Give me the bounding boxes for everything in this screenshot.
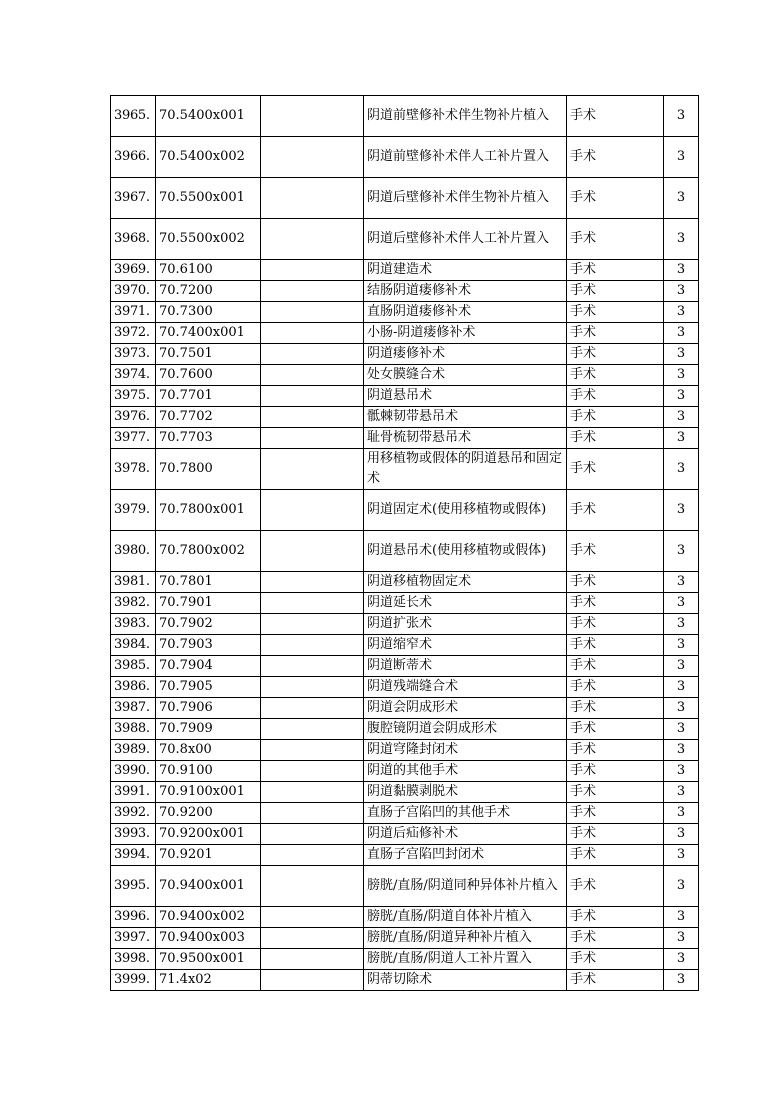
extra-code-cell [261,96,364,137]
procedure-level: 3 [664,428,699,449]
extra-code-cell [261,782,364,803]
table-row [111,719,699,740]
table-row [111,178,699,219]
procedure-name: 阴道悬吊术(使用移植物或假体) [364,531,567,572]
procedure-code: 70.7800x002 [156,531,261,572]
row-number: 3974. [111,365,156,386]
procedure-level: 3 [664,323,699,344]
table-row [111,260,699,281]
procedure-name: 小肠-阴道瘘修补术 [364,323,567,344]
extra-code-cell [261,428,364,449]
table-row [111,490,699,531]
procedure-code: 70.7901 [156,593,261,614]
row-number: 3965. [111,96,156,137]
row-number: 3968. [111,219,156,260]
procedure-type: 手术 [567,719,664,740]
row-number: 3972. [111,323,156,344]
procedure-code: 70.7501 [156,344,261,365]
procedure-name: 直肠阴道瘘修补术 [364,302,567,323]
row-number: 3990. [111,761,156,782]
procedure-code: 70.5500x002 [156,219,261,260]
procedure-level: 3 [664,740,699,761]
procedure-code: 70.9400x002 [156,907,261,928]
row-number: 3991. [111,782,156,803]
procedure-name: 阴道固定术(使用移植物或假体) [364,490,567,531]
procedure-code: 70.6100 [156,260,261,281]
row-number: 3978. [111,449,156,490]
procedure-type: 手术 [567,614,664,635]
procedure-name: 阴道会阴成形术 [364,698,567,719]
table-row [111,531,699,572]
procedure-name: 膀胱/直肠/阴道自体补片植入 [364,907,567,928]
procedure-type: 手术 [567,907,664,928]
procedure-type: 手术 [567,531,664,572]
procedure-level: 3 [664,593,699,614]
row-number: 3986. [111,677,156,698]
row-number: 3992. [111,803,156,824]
procedure-name: 直肠子宫陷凹封闭术 [364,845,567,866]
table-row [111,970,699,991]
row-number: 3971. [111,302,156,323]
procedure-type: 手术 [567,281,664,302]
procedure-type: 手术 [567,449,664,490]
extra-code-cell [261,803,364,824]
extra-code-cell [261,824,364,845]
procedure-level: 3 [664,531,699,572]
row-number: 3973. [111,344,156,365]
table-row [111,407,699,428]
table-row [111,137,699,178]
procedure-type: 手术 [567,302,664,323]
table-row [111,656,699,677]
procedure-name: 耻骨梳韧带悬吊术 [364,428,567,449]
procedure-type: 手术 [567,260,664,281]
procedure-type: 手术 [567,845,664,866]
procedure-type: 手术 [567,740,664,761]
procedure-type: 手术 [567,386,664,407]
procedure-name: 阴道前壁修补术伴生物补片植入 [364,96,567,137]
row-number: 3981. [111,572,156,593]
extra-code-cell [261,698,364,719]
procedure-type: 手术 [567,365,664,386]
procedure-name: 阴道后疝修补术 [364,824,567,845]
procedure-name: 阴道扩张术 [364,614,567,635]
procedure-name: 阴道建造术 [364,260,567,281]
procedure-type: 手术 [567,949,664,970]
extra-code-cell [261,281,364,302]
extra-code-cell [261,178,364,219]
procedure-level: 3 [664,866,699,907]
procedure-level: 3 [664,698,699,719]
procedure-name: 阴道移植物固定术 [364,572,567,593]
procedure-name: 阴道残端缝合术 [364,677,567,698]
table-row [111,96,699,137]
procedure-code: 70.8x00 [156,740,261,761]
extra-code-cell [261,572,364,593]
table-row [111,761,699,782]
procedure-code: 70.7701 [156,386,261,407]
procedure-level: 3 [664,719,699,740]
procedure-code: 70.5400x001 [156,96,261,137]
procedure-type: 手术 [567,137,664,178]
table-row [111,845,699,866]
procedure-code: 70.9100x001 [156,782,261,803]
procedure-type: 手术 [567,677,664,698]
procedure-name: 阴道前壁修补术伴人工补片置入 [364,137,567,178]
procedure-name: 膀胱/直肠/阴道异种补片植入 [364,928,567,949]
row-number: 3969. [111,260,156,281]
row-number: 3967. [111,178,156,219]
row-number: 3984. [111,635,156,656]
procedure-code: 70.9200 [156,803,261,824]
procedure-name: 阴道穹隆封闭术 [364,740,567,761]
extra-code-cell [261,323,364,344]
extra-code-cell [261,928,364,949]
table-row [111,614,699,635]
table-row [111,928,699,949]
table-row [111,824,699,845]
procedure-level: 3 [664,260,699,281]
extra-code-cell [261,845,364,866]
procedure-code: 70.7902 [156,614,261,635]
extra-code-cell [261,866,364,907]
procedure-level: 3 [664,386,699,407]
procedure-code: 70.9500x001 [156,949,261,970]
procedure-code: 70.9400x001 [156,866,261,907]
table-row [111,428,699,449]
extra-code-cell [261,761,364,782]
row-number: 3987. [111,698,156,719]
table-row [111,698,699,719]
procedure-type: 手术 [567,344,664,365]
row-number: 3970. [111,281,156,302]
procedure-level: 3 [664,970,699,991]
procedure-level: 3 [664,219,699,260]
table-row [111,386,699,407]
row-number: 3976. [111,407,156,428]
procedure-type: 手术 [567,219,664,260]
procedure-level: 3 [664,782,699,803]
procedure-code: 70.7905 [156,677,261,698]
table-row [111,281,699,302]
procedure-code: 70.7400x001 [156,323,261,344]
procedure-name: 阴蒂切除术 [364,970,567,991]
extra-code-cell [261,677,364,698]
table-row [111,677,699,698]
procedure-level: 3 [664,907,699,928]
procedure-level: 3 [664,137,699,178]
procedure-type: 手术 [567,178,664,219]
procedure-level: 3 [664,845,699,866]
table-row [111,949,699,970]
extra-code-cell [261,219,364,260]
row-number: 3994. [111,845,156,866]
procedure-level: 3 [664,761,699,782]
table-row [111,344,699,365]
procedure-code: 70.7702 [156,407,261,428]
table-row [111,302,699,323]
procedure-level: 3 [664,96,699,137]
procedure-name: 用移植物或假体的阴道悬吊和固定术 [364,449,567,490]
row-number: 3996. [111,907,156,928]
procedure-code: 70.9100 [156,761,261,782]
extra-code-cell [261,593,364,614]
table-row [111,866,699,907]
procedure-type: 手术 [567,323,664,344]
procedure-type: 手术 [567,572,664,593]
extra-code-cell [261,949,364,970]
procedure-type: 手术 [567,866,664,907]
row-number: 3985. [111,656,156,677]
row-number: 3975. [111,386,156,407]
extra-code-cell [261,635,364,656]
procedure-code: 70.7703 [156,428,261,449]
procedure-type: 手术 [567,656,664,677]
procedure-code: 70.7909 [156,719,261,740]
procedure-name: 处女膜缝合术 [364,365,567,386]
procedure-level: 3 [664,803,699,824]
table-row [111,219,699,260]
extra-code-cell [261,407,364,428]
table-row [111,740,699,761]
table-row [111,365,699,386]
extra-code-cell [261,531,364,572]
procedure-name: 膀胱/直肠/阴道人工补片置入 [364,949,567,970]
procedure-level: 3 [664,656,699,677]
procedure-type: 手术 [567,824,664,845]
procedure-level: 3 [664,949,699,970]
procedure-code: 70.7906 [156,698,261,719]
procedure-name: 阴道的其他手术 [364,761,567,782]
procedure-level: 3 [664,449,699,490]
procedure-name: 阴道黏膜剥脱术 [364,782,567,803]
row-number: 3993. [111,824,156,845]
extra-code-cell [261,614,364,635]
procedure-name: 阴道悬吊术 [364,386,567,407]
extra-code-cell [261,365,364,386]
procedure-level: 3 [664,302,699,323]
extra-code-cell [261,386,364,407]
extra-code-cell [261,656,364,677]
procedure-level: 3 [664,365,699,386]
procedure-code: 70.9200x001 [156,824,261,845]
row-number: 3997. [111,928,156,949]
procedure-code: 71.4x02 [156,970,261,991]
procedure-level: 3 [664,677,699,698]
table-row [111,782,699,803]
procedure-code: 70.7903 [156,635,261,656]
procedure-name: 骶棘韧带悬吊术 [364,407,567,428]
procedure-code: 70.7800 [156,449,261,490]
table-row [111,635,699,656]
procedure-type: 手术 [567,593,664,614]
table-row [111,593,699,614]
procedure-level: 3 [664,407,699,428]
extra-code-cell [261,740,364,761]
procedure-code-table [110,95,699,991]
procedure-code: 70.7300 [156,302,261,323]
procedure-name: 直肠子宫陷凹的其他手术 [364,803,567,824]
extra-code-cell [261,449,364,490]
row-number: 3977. [111,428,156,449]
table-row [111,449,699,490]
procedure-level: 3 [664,178,699,219]
procedure-level: 3 [664,928,699,949]
row-number: 3989. [111,740,156,761]
extra-code-cell [261,490,364,531]
procedure-name: 结肠阴道瘘修补术 [364,281,567,302]
procedure-type: 手术 [567,970,664,991]
procedure-level: 3 [664,824,699,845]
procedure-code: 70.7200 [156,281,261,302]
procedure-level: 3 [664,614,699,635]
procedure-name: 阴道延长术 [364,593,567,614]
procedure-type: 手术 [567,407,664,428]
row-number: 3966. [111,137,156,178]
procedure-type: 手术 [567,928,664,949]
procedure-code: 70.5400x002 [156,137,261,178]
procedure-code: 70.7801 [156,572,261,593]
table-row [111,907,699,928]
procedure-type: 手术 [567,803,664,824]
procedure-name: 阴道瘘修补术 [364,344,567,365]
procedure-type: 手术 [567,96,664,137]
procedure-type: 手术 [567,761,664,782]
procedure-level: 3 [664,572,699,593]
procedure-code: 70.9400x003 [156,928,261,949]
row-number: 3995. [111,866,156,907]
procedure-type: 手术 [567,782,664,803]
procedure-type: 手术 [567,428,664,449]
table-row [111,323,699,344]
extra-code-cell [261,719,364,740]
extra-code-cell [261,970,364,991]
procedure-level: 3 [664,490,699,531]
procedure-name: 阴道缩窄术 [364,635,567,656]
table-row [111,803,699,824]
procedure-code: 70.9201 [156,845,261,866]
procedure-type: 手术 [567,490,664,531]
procedure-level: 3 [664,281,699,302]
procedure-name: 阴道后壁修补术伴人工补片置入 [364,219,567,260]
row-number: 3998. [111,949,156,970]
extra-code-cell [261,137,364,178]
procedure-code: 70.7600 [156,365,261,386]
row-number: 3983. [111,614,156,635]
procedure-type: 手术 [567,698,664,719]
extra-code-cell [261,302,364,323]
extra-code-cell [261,344,364,365]
procedure-name: 阴道后壁修补术伴生物补片植入 [364,178,567,219]
row-number: 3982. [111,593,156,614]
row-number: 3999. [111,970,156,991]
procedure-level: 3 [664,635,699,656]
procedure-level: 3 [664,344,699,365]
procedure-code: 70.7904 [156,656,261,677]
procedure-name: 腹腔镜阴道会阴成形术 [364,719,567,740]
procedure-name: 膀胱/直肠/阴道同种异体补片植入 [364,866,567,907]
procedure-code: 70.7800x001 [156,490,261,531]
extra-code-cell [261,260,364,281]
procedure-type: 手术 [567,635,664,656]
row-number: 3980. [111,531,156,572]
row-number: 3979. [111,490,156,531]
procedure-code: 70.5500x001 [156,178,261,219]
table-row [111,572,699,593]
row-number: 3988. [111,719,156,740]
procedure-name: 阴道断蒂术 [364,656,567,677]
extra-code-cell [261,907,364,928]
